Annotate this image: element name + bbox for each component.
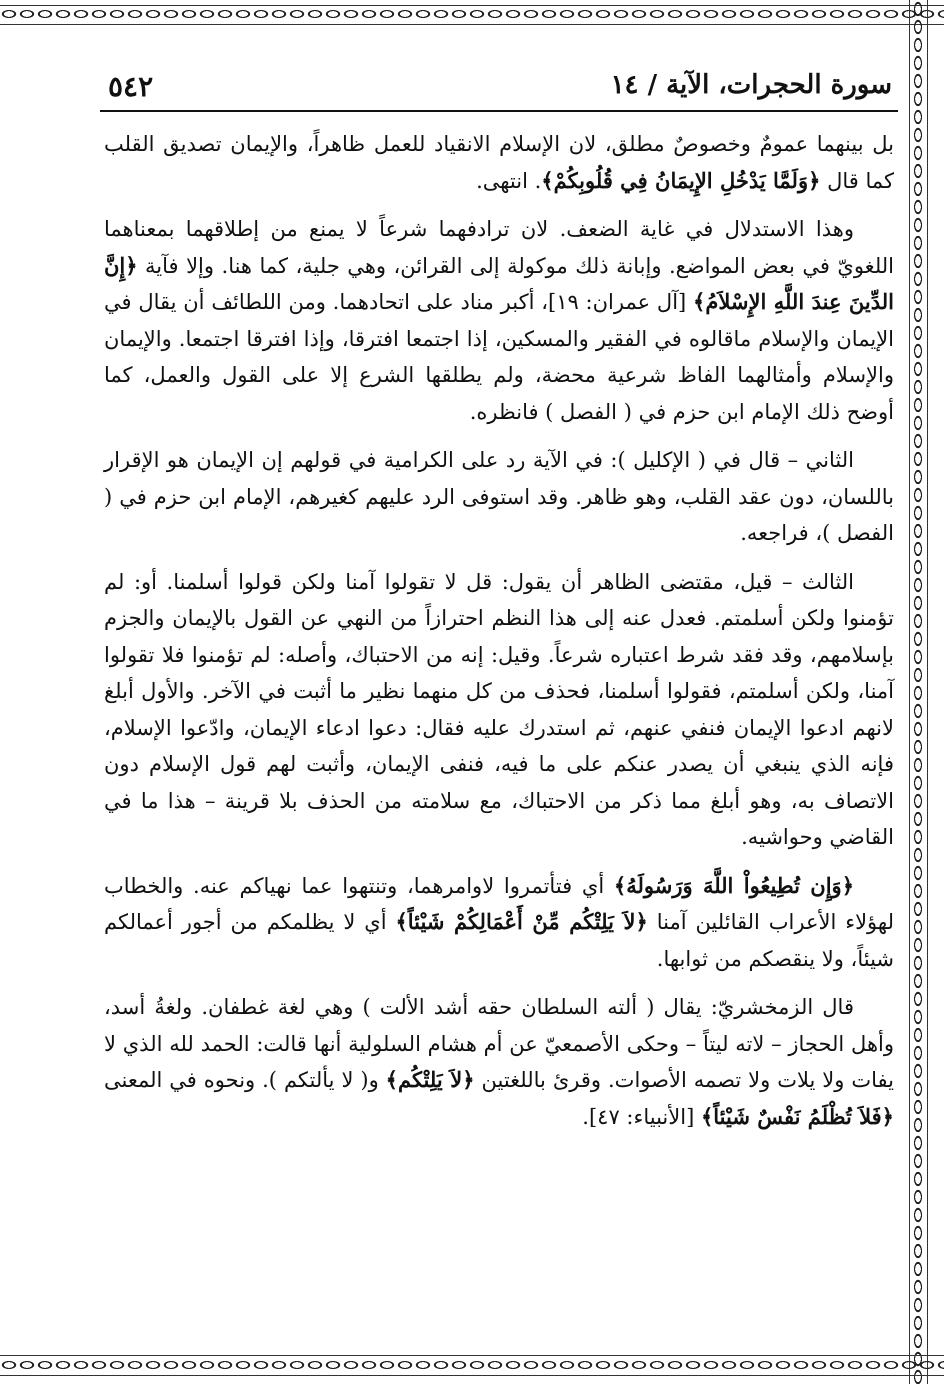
right-decorative-border <box>906 0 930 1384</box>
quran-quote: ﴿فَلاَ تُظْلَمُ نَفْسٌ شَيْئاً﴾ <box>700 1103 894 1129</box>
page-number: ٥٤٢ <box>108 70 154 103</box>
paragraph-1 <box>104 126 894 199</box>
paragraph-5 <box>104 868 894 978</box>
paragraph-4 <box>104 564 894 856</box>
quran-quote: ﴿إِنَّ الدِّينَ عِندَ اللَّهِ الإِسْلاَمُ﴾ <box>104 252 894 314</box>
paragraph-text: أي فتأتمروا لاوامرهما، وتنتهوا عما نهياكم عنه. والخطاب لهؤلاء الأعراب القائلين آمنا <box>104 873 894 934</box>
bottom-decorative-border <box>0 1350 944 1380</box>
paragraph-text: و( لا يألتكم ). ونحوه في المعنى <box>104 1068 386 1092</box>
quran-quote: ﴿لاَ يَلِتْكُم﴾ <box>385 1067 475 1092</box>
quran-quote: ﴿لاَ يَلِتْكُم مِّنْ أَعْمَالِكُمْ شَيْئاً﴾ <box>395 909 648 934</box>
paragraph-text: قال الزمخشريّ: يقال ( ألته السلطان حقه أشد الألت ) وهي لغة غطفان. ولغةُ أسد، وأهل الحجاز – لاته ليتاً – وحكى الأصمعيّ عن أم هشام السلولية أنها قالت: الحمد لله الذي لا يفات ولا يلات ولا تصمه الأصوات. وقرئ باللغتين <box>104 995 894 1092</box>
top-decorative-border <box>0 0 944 28</box>
paragraph-text: وهذا الاستدلال في غاية الضعف. لان ترادفهما شرعاً لا يمنع من إطلاقهما بمعناهما اللغويّ في بعض المواضع. وإبانة ذلك موكولة إلى القرائن، وهي جلية، كما هنا. وإلا فآية <box>104 217 894 278</box>
paragraph-text: بل بينهما عمومٌ وخصوصٌ مطلق، لان الإسلام الانقياد للعمل ظاهراً، والإيمان تصديق القلب كما قال <box>104 132 894 193</box>
paragraph-text: الثالث – قيل، مقتضى الظاهر أن يقول: قل لا تقولوا آمنا ولكن قولوا أسلمنا. أو: لم تؤمنوا ولكن أسلمتم. فعدل عنه إلى هذا النظم احترازاً من النهي عن القول بالإيمان والجزم بإسلامهم، وقد فقد شرط اعتباره شرعاً. وقيل: إنه من الاحتباك، وأصله: لم تؤمنوا فلا تقولوا آمنا، ولكن أسلمتم، فقولوا أسلمنا، فحذف من كل منهما نظير ما أثبت في الآخر. والأول أبلغ لانهم ادعوا الإيمان فنفي عنهم، ثم استدرك عليه فقال: دعوا ادعاء الإيمان، وادّعوا الإسلام، فإنه الذي ينبغي أن يصدر عنكم على ما فيه، فنفى الإيمان، وأثبت لهم قول الإسلام دون الاتصاف به، وهو أبلغ مما ذكر من الاحتباك، مع سلامته من الحذف بلا قرينة – هذا ما في القاضي وحواشيه. <box>104 569 894 849</box>
paragraph-text: الثاني – قال في ( الإكليل ): في الآية رد على الكرامية في قولهم إن الإيمان هو الإقرار باللسان، دون عقد القلب، وهو ظاهر. وقد استوفى الرد عليهم كغيرهم، الإمام ابن حزم في ( الفصل )، فراجعه. <box>104 448 894 545</box>
page-body <box>104 126 894 1147</box>
page-header <box>100 62 898 112</box>
paragraph-text: . انتهى. <box>476 168 542 193</box>
paragraph-text: أي لا يظلمكم من أجور أعمالكم شيئاً، ولا ينقصكم من ثوابها. <box>104 910 894 971</box>
quran-quote: ﴿وَإِن تُطِيعُواْ اللَّهَ وَرَسُولَهُ﴾ <box>613 872 854 898</box>
paragraph-2 <box>104 211 894 430</box>
paragraph-6 <box>104 989 894 1135</box>
paragraph-text: [آل عمران: ١٩]، أكبر مناد على اتحادهما. ومن اللطائف أن يقال في الإيمان والإسلام ماقالوه في الفقير والمسكين، إذا اجتمعا افترقا، وإذا افترقا اجتمعا. والإيمان والإسلام وأمثالهما الفاظ شرعية محضة، ولم يطلقها الشرع إلا على القول والعمل، كما أوضح ذلك الإمام ابن حزم في ( الفصل ) فانظره. <box>104 290 894 424</box>
running-title: سورة الحجرات، الآية / ١٤ <box>610 70 892 100</box>
paragraph-3 <box>104 442 894 552</box>
quran-quote: ﴿وَلَمَّا يَدْخُلِ الإِيمَانُ فِي قُلُوبِكُمْ﴾ <box>541 167 821 193</box>
paragraph-text: [الأنبياء: ٤٧]. <box>582 1104 701 1129</box>
